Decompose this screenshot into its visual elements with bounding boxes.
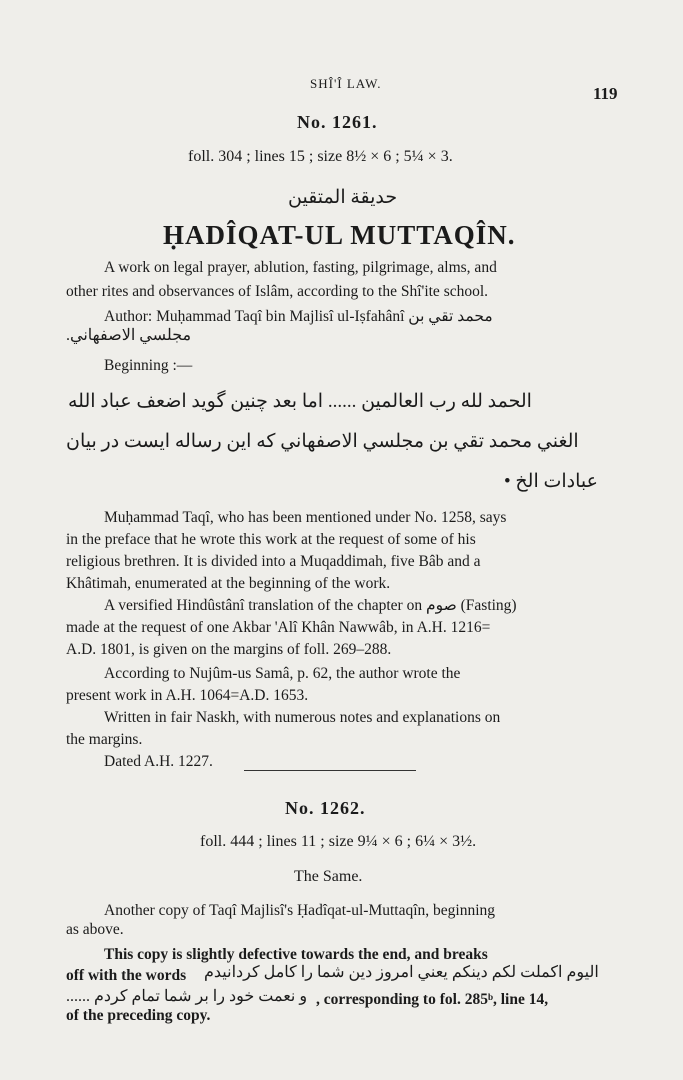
work-title: ḤADÎQAT-UL MUTTAQÎN. (163, 220, 516, 250)
arabic-beginning-line: الحمد لله رب العالمين ...... اما بعد چنين گويد اضعف عباد الله (68, 391, 532, 412)
dated-line: Dated A.H. 1227. (104, 753, 213, 770)
para-line: This copy is slightly defective towards the end, and breaks (104, 946, 488, 963)
page-number: 119 (593, 84, 618, 103)
para-line: religious brethren. It is divided into a Muqaddimah, five Bâb and a (66, 553, 481, 570)
para-line: other rites and observances of Islâm, according to the Shî'ite school. (66, 283, 489, 300)
para-line: Written in fair Naskh, with numerous notes and explanations on (104, 709, 501, 726)
para-line: Muḥammad Taqî, who has been mentioned under No. 1258, says (104, 509, 507, 526)
arabic-quote: و نعمت خود را بر شما تمام كردم ...... (66, 988, 308, 1005)
para-line: in the preface that he wrote this work at the request of some of his (66, 531, 476, 548)
running-head: SHÎ'Î LAW. (310, 76, 382, 91)
author-line: Author: Muḥammad Taqî bin Majlisî ul-Iṣfahânî محمد تقي بن (104, 308, 493, 325)
arabic-beginning-line: الغني محمد تقي بن مجلسي الاصفهاني كه اين رساله ايست در بيان (66, 431, 579, 452)
section-divider (244, 770, 416, 771)
para-line: as above. (66, 921, 124, 938)
entry-subtitle: The Same. (294, 868, 363, 885)
para-line: made at the request of one Akbar 'Alî Khân Nawwâb, in A.H. 1216= (66, 619, 491, 636)
para-line: Khâtimah, enumerated at the beginning of the work. (66, 575, 391, 592)
para-line: present work in A.H. 1064=A.D. 1653. (66, 687, 309, 704)
para-line: the margins. (66, 731, 143, 748)
entry-description: foll. 444 ; lines 11 ; size 9¼ × 6 ; 6¼ × 3½. (200, 833, 477, 850)
arabic-quote: اليوم اكملت لكم دينكم يعني امروز دين شما را كامل كردانيدم (204, 964, 599, 981)
para-line: of the preceding copy. (66, 1007, 211, 1024)
para-line: A work on legal prayer, ablution, fasting, pilgrimage, alms, and (104, 259, 497, 276)
entry-description: foll. 304 ; lines 15 ; size 8½ × 6 ; 5¼ × 3. (188, 148, 453, 165)
para-line: A versified Hindûstânî translation of the chapter on صوم (Fasting) (104, 597, 517, 614)
para-line: , corresponding to fol. 285ᵇ, line 14, (316, 991, 549, 1008)
entry-number: No. 1261. (297, 112, 378, 132)
beginning-label: Beginning :— (104, 357, 193, 374)
arabic-beginning-line: عبادات الخ • (504, 471, 598, 492)
entry-number: No. 1262. (285, 798, 366, 818)
para-line: A.D. 1801, is given on the margins of foll. 269–288. (66, 641, 392, 658)
para-line: off with the words (66, 967, 187, 984)
para-line: According to Nujûm-us Samâ, p. 62, the author wrote the (104, 665, 461, 682)
para-line: Another copy of Taqî Majlisî's Ḥadîqat-ul-Muttaqîn, beginning (104, 902, 496, 919)
author-arabic: مجلسي الاصفهاني. (66, 327, 192, 344)
arabic-title: حديقة المتقين (288, 187, 398, 208)
